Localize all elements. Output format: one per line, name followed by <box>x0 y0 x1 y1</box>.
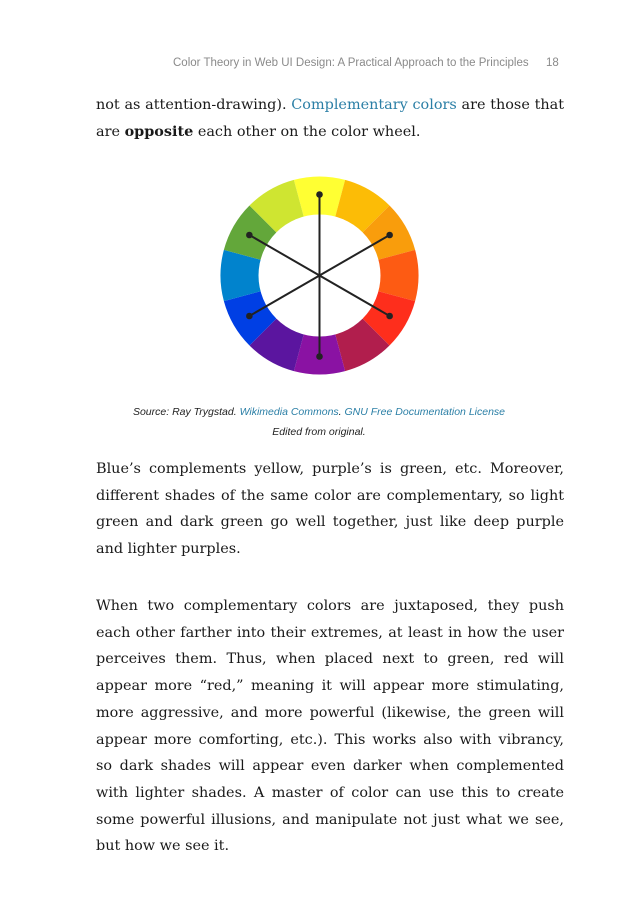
page-number: 18 <box>546 57 559 69</box>
figure-caption-source <box>0 406 638 418</box>
complement-endpoint-dot <box>386 313 393 320</box>
header-title: Color Theory in Web UI Design: A Practical Approach to the Principles <box>173 57 529 69</box>
para1-text-3: each other on the color wheel. <box>193 123 421 140</box>
para1-text-1: not as attention-drawing). <box>96 97 292 113</box>
caption-separator: . <box>338 406 345 418</box>
wikimedia-commons-link[interactable]: Wikimedia Commons <box>239 406 339 418</box>
complement-endpoint-dot <box>316 353 323 360</box>
complement-endpoint-dot <box>246 313 253 320</box>
complement-endpoint-dot <box>246 232 253 239</box>
caption-source-prefix: Source: Ray Trygstad. <box>132 406 240 418</box>
paragraph-juxtaposed: When two complementary colors are juxtaposed, they push each other farther into their extremes, at least in how the user perceives them. Thus, when placed next to green, red will appear more “red,” meaning it will appear more stimulating, more aggressive, and more powerful (likewise, the green will appear more comforting, etc.). This works also with vibrancy, so dark shades will appear even darker when complemented with lighter shades. A master of color can use this to create some powerful illusions, and manipulate not just what we see, but how we see it. <box>96 598 564 855</box>
figure-caption-edited <box>0 426 638 438</box>
paragraph-complementary-intro <box>96 92 564 145</box>
complement-endpoint-dot <box>386 232 393 239</box>
complementary-colors-link[interactable]: Complementary colors <box>291 97 457 113</box>
color-wheel-figure <box>218 174 421 377</box>
caption-edited: Edited from original. <box>272 426 366 438</box>
paragraph-blue-complements: Blue’s complements yellow, purple’s is green, etc. Moreover, different shades of the same color are complementary, so light green and dark green go well together, just like deep purple and lighter purples. <box>96 461 564 558</box>
complement-endpoint-dot <box>316 191 323 198</box>
para1-text-2: are those that are <box>96 97 564 140</box>
gnu-license-link[interactable]: GNU Free Documentation License <box>344 406 506 418</box>
opposite-bold: opposite <box>124 122 194 140</box>
